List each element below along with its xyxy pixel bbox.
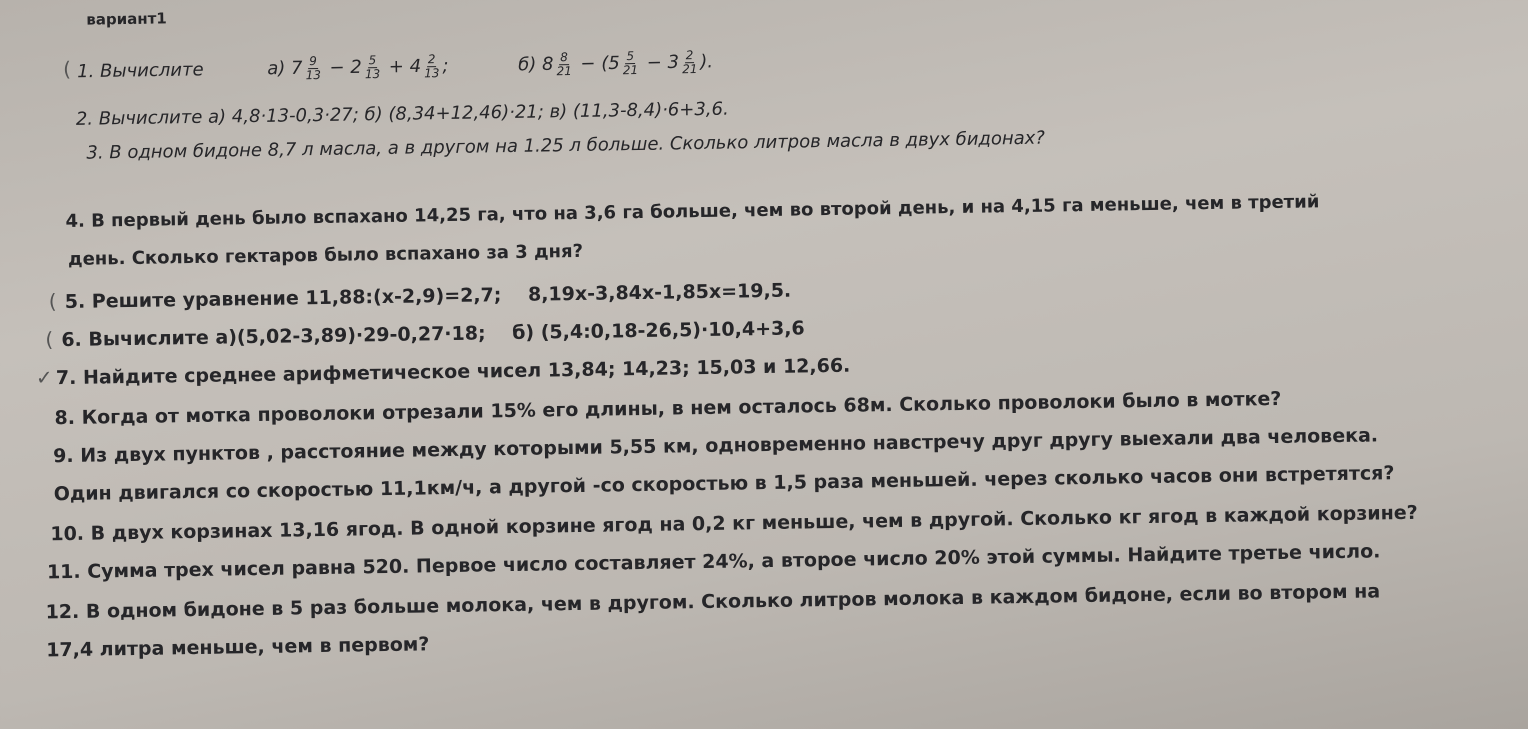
task-4-line-2: день. Сколько гектаров было вспахано за 3 дня?: [67, 240, 584, 270]
task-11: 11. Сумма трех чисел равна 520. Первое число составляет 24%, а второе число 20% этой суммы. Найдите третье число.: [46, 540, 1381, 584]
task-9-line-1: 9. Из двух пунктов , расстояние между которыми 5,55 км, одновременно навстречу друг другу выехали два человека.: [52, 424, 1379, 468]
task-1: [77, 49, 713, 86]
task-6a: 6. Вычислите а)(5,02-3,89)·29-0,27·18;: [61, 322, 486, 352]
task-1b-prefix: б) 8: [517, 53, 554, 76]
fraction: $\frac{9}{13}$: [305, 54, 322, 83]
task-5-equation-2: 8,19х-3,84х-1,85х=19,5.: [527, 279, 792, 306]
fraction: $\frac{5}{21}$: [622, 49, 639, 78]
task-1b-term3: − 3: [646, 51, 680, 74]
task-1b-end: ).: [700, 51, 714, 73]
pencil-mark: (: [62, 56, 72, 82]
task-4-line-1: 4. В первый день было вспахано 14,25 га, что на 3,6 га больше, чем во второй день, и на 4,15 га меньше, чем в третий: [65, 191, 1320, 232]
task-6: [61, 317, 805, 351]
task-7: 7. Найдите среднее арифметическое чисел 13,84; 14,23; 15,03 и 12,66.: [55, 354, 851, 390]
task-1b-term2: − (5: [580, 52, 620, 75]
task-8: 8. Когда от мотка проволоки отрезали 15% его длины, в нем осталось 68м. Сколько проволоки было в мотке?: [54, 387, 1282, 430]
pencil-mark: ✓: [35, 365, 53, 390]
pencil-mark: (: [45, 327, 54, 352]
task-1a-term2: − 2: [329, 56, 362, 79]
task-1a-end: ;: [442, 55, 449, 77]
task-10: 10. В двух корзинах 13,16 ягод. В одной корзине ягод на 0,2 кг меньше, чем в другой. Сколько кг ягод в каждой корзине?: [50, 501, 1418, 546]
task-12-line-2: 17,4 литра меньше, чем в первом?: [46, 633, 430, 662]
task-2: 2. Вычислите а) 4,8·13-0,3·27; б) (8,34+12,46)·21; в) (11,3-8,4)·6+3,6.: [75, 98, 729, 130]
fraction: $\frac{5}{13}$: [364, 53, 381, 82]
task-3: 3. В одном бидоне 8,7 л масла, а в другом на 1.25 л больше. Сколько литров масла в двух бидонах?: [86, 127, 1046, 164]
pencil-mark: (: [48, 289, 57, 314]
task-5: [65, 280, 792, 313]
variant-header: вариант1: [86, 9, 167, 29]
task-1-label: 1. Вычислите: [76, 59, 204, 83]
task-12-line-1: 12. В одном бидоне в 5 раз больше молока, чем в другом. Сколько литров молока в каждом бидоне, если во втором на: [45, 580, 1381, 624]
fraction: $\frac{2}{21}$: [682, 48, 698, 77]
task-9-line-2: Один двигался со скоростью 11,1км/ч, а другой -со скоростью в 1,5 раза меньшей. через сколько часов они встретятся?: [53, 462, 1395, 506]
task-6b: б) (5,4:0,18-26,5)·10,4+3,6: [512, 317, 805, 344]
task-1a-prefix: а) 7: [267, 57, 303, 80]
fraction: $\frac{8}{21}$: [556, 50, 572, 79]
fraction: $\frac{2}{13}$: [424, 52, 440, 81]
task-5-equation-1: 5. Решите уравнение 11,88:(х-2,9)=2,7;: [64, 284, 502, 314]
task-1a-term3: + 4: [388, 55, 422, 78]
